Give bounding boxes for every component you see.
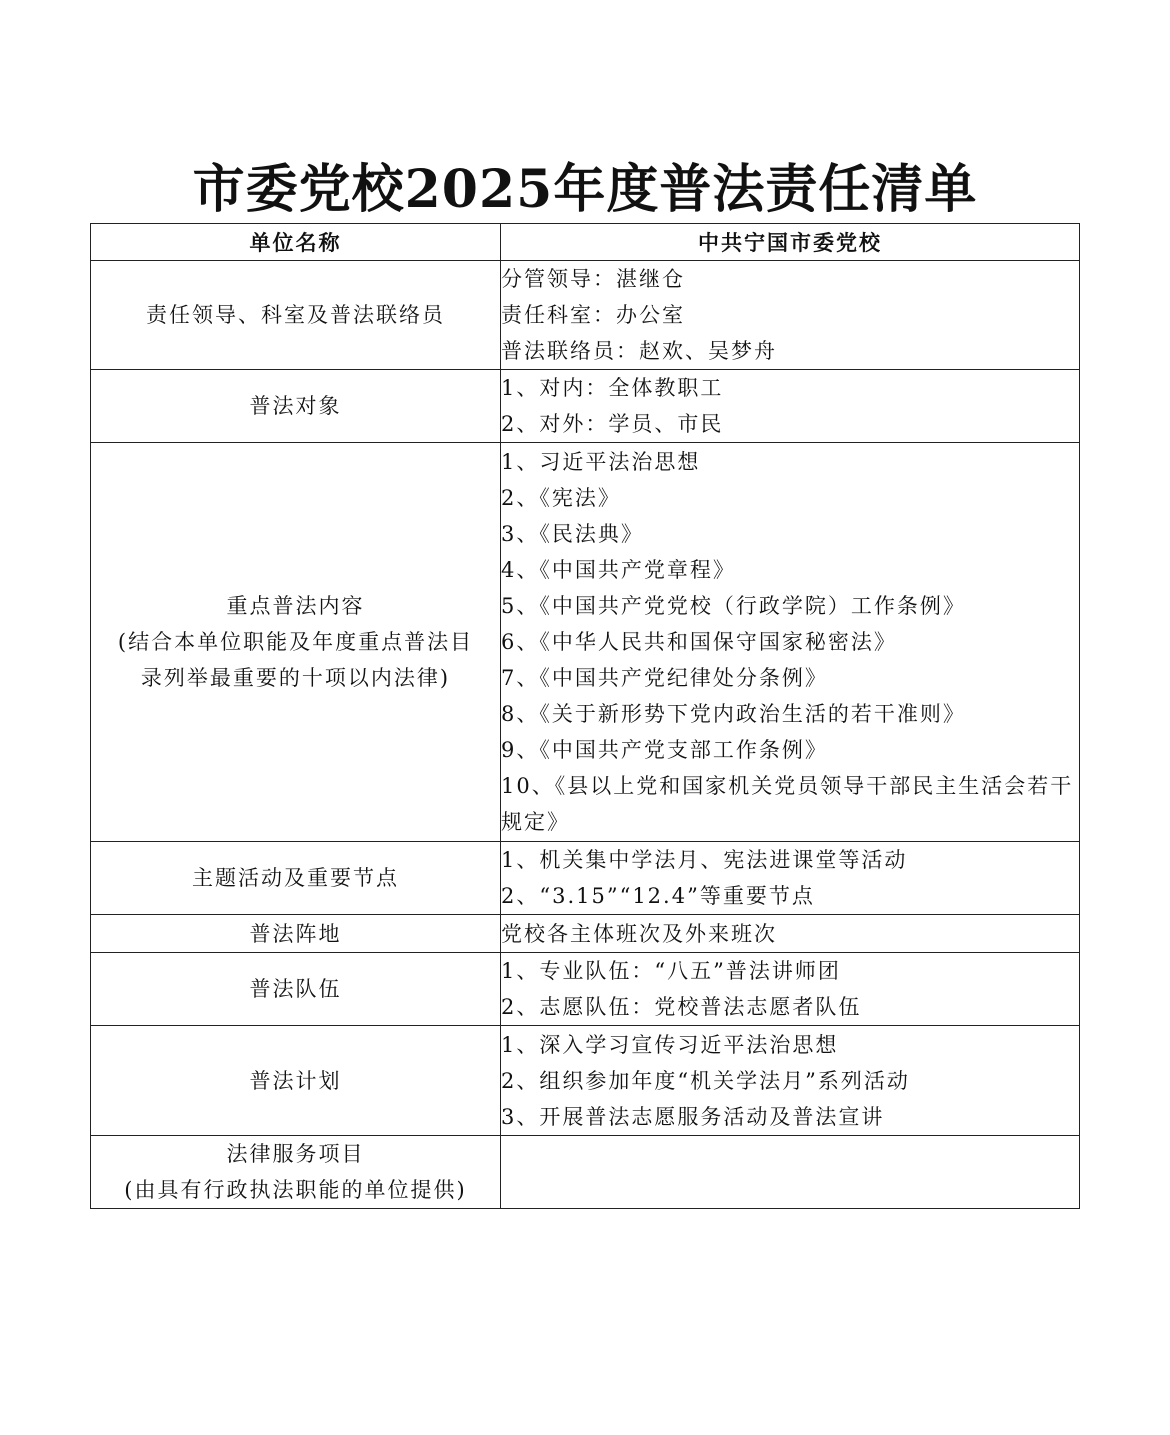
content-line: 1、对内：全体教职工 <box>501 376 724 400</box>
row-label-line: 普法计划 <box>249 1068 342 1093</box>
content-line: 6、《中华人民共和国保守国家秘密法》 <box>501 630 897 654</box>
row-label-line: 普法阵地 <box>249 921 342 946</box>
content-line: 3、开展普法志愿服务活动及普法宣讲 <box>501 1104 885 1129</box>
row-label-line: 主题活动及重要节点 <box>192 866 399 890</box>
table-row-legal-services <box>91 1136 1080 1209</box>
table-row-plan <box>91 1026 1080 1136</box>
row-label-line: 普法队伍 <box>249 977 342 1001</box>
content-line: 8、《关于新形势下党内政治生活的若干准则》 <box>501 702 966 726</box>
table-row-venue <box>91 915 1080 953</box>
content-line: 党校各主体班次及外来班次 <box>501 921 777 946</box>
content-line: 普法联络员：赵欢、吴梦舟 <box>501 339 777 363</box>
table-row-team <box>91 953 1080 1026</box>
content-line: 1、机关集中学法月、宪法进课堂等活动 <box>501 848 908 872</box>
content-line: 10、《县以上党和国家机关党员领导干部民主生活会若干规定》 <box>501 774 1074 834</box>
row-content <box>501 953 1080 1026</box>
row-label-line: 法律服务项目 <box>226 1142 365 1166</box>
document-title: 市委党校2025年度普法责任清单 <box>192 159 978 220</box>
content-line: 2、志愿队伍：党校普法志愿者队伍 <box>501 995 862 1019</box>
row-content <box>501 1026 1080 1136</box>
header-unit-name-value: 中共宁国市委党校 <box>501 224 1080 261</box>
content-line: 4、《中国共产党章程》 <box>501 558 736 582</box>
row-content <box>501 370 1080 443</box>
content-line: 5、《中国共产党党校（行政学院）工作条例》 <box>501 594 966 618</box>
content-line: 分管领导：湛继仓 <box>501 267 685 291</box>
content-line: 2、《宪法》 <box>501 486 621 510</box>
table-row-key-content <box>91 443 1080 842</box>
row-content <box>501 842 1080 915</box>
row-label <box>91 915 501 953</box>
content-line: 责任科室：办公室 <box>501 303 685 327</box>
row-content <box>501 261 1080 370</box>
row-label <box>91 443 501 842</box>
content-line: 2、组织参加年度“机关学法月”系列活动 <box>501 1068 910 1093</box>
row-label <box>91 261 501 370</box>
row-label <box>91 1136 501 1209</box>
content-line: 1、专业队伍：“八五”普法讲师团 <box>501 959 841 983</box>
row-label-line: 普法对象 <box>249 394 342 418</box>
row-content-empty <box>501 1136 1080 1209</box>
row-content <box>501 915 1080 953</box>
header-unit-name-label: 单位名称 <box>91 224 501 261</box>
table-row-responsibility <box>91 261 1080 370</box>
row-label <box>91 842 501 915</box>
table-row-targets <box>91 370 1080 443</box>
content-line: 3、《民法典》 <box>501 522 644 546</box>
row-label-line: (结合本单位职能及年度重点普法目 <box>117 630 474 654</box>
content-line: 2、“3.15”“12.4”等重要节点 <box>501 884 815 908</box>
content-line: 1、深入学习宣传习近平法治思想 <box>501 1032 839 1057</box>
table-row-theme-activities <box>91 842 1080 915</box>
content-line: 9、《中国共产党支部工作条例》 <box>501 738 828 762</box>
content-line: 2、对外：学员、市民 <box>501 412 724 436</box>
responsibility-table <box>90 223 1080 1209</box>
row-label <box>91 953 501 1026</box>
row-label <box>91 1026 501 1136</box>
row-label-line: 录列举最重要的十项以内法律) <box>140 666 451 690</box>
row-label-line: (由具有行政执法职能的单位提供) <box>124 1178 467 1202</box>
content-line: 1、习近平法治思想 <box>501 450 701 474</box>
row-label-line: 重点普法内容 <box>226 594 365 618</box>
row-label <box>91 370 501 443</box>
row-content <box>501 443 1080 842</box>
table-header-row <box>91 224 1080 261</box>
row-label-line: 责任领导、科室及普法联络员 <box>146 303 445 327</box>
content-line: 7、《中国共产党纪律处分条例》 <box>501 666 828 690</box>
